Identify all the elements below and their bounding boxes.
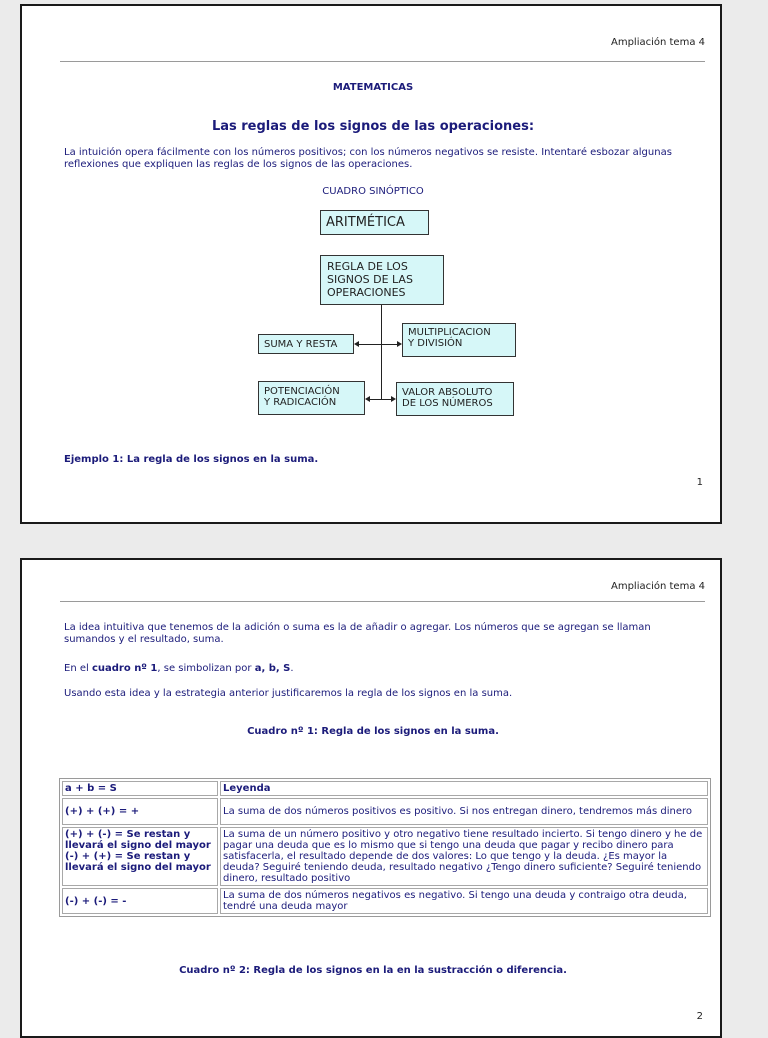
example-heading: Ejemplo 1: La regla de los signos en la suma. [64, 454, 319, 465]
table-cell-legend: La suma de dos números positivos es positivo. Si nos entregan dinero, tendremos más dinero [220, 798, 708, 825]
table-row [62, 888, 708, 914]
table-row [62, 827, 708, 886]
rule-text: (+) + (+) = + [65, 806, 140, 817]
rule-text: (-) + (+) = Se restan y llevará el signo del mayor [65, 851, 211, 873]
table-header-row [62, 781, 708, 796]
diagram-box-label: OPERACIONES [327, 286, 406, 299]
paragraph-text: . [290, 663, 294, 674]
table-row [62, 798, 708, 825]
diagram-box-label: Y RADICACIÓN [264, 397, 337, 408]
diagram-box-multiplication-division [402, 323, 516, 357]
page-number: 1 [696, 477, 703, 488]
diagram-box-label: REGLA DE LOS [327, 260, 408, 273]
header-divider [60, 61, 705, 62]
paragraph-text: En el [64, 663, 92, 674]
table-header-cell: a + b = S [62, 781, 218, 796]
diagram-box-label: ARITMÉTICA [326, 215, 405, 230]
diagram-connector-row2 [370, 399, 391, 400]
diagram-box-label: Y DIVISIÓN [408, 338, 463, 349]
paragraph-symbols [64, 663, 294, 675]
page-header: Ampliación tema 4 [610, 37, 705, 48]
diagram-box-absolute-value [396, 382, 514, 416]
diagram-box-label: POTENCIACIÓN [264, 386, 340, 397]
diagram-box-powers-roots [258, 381, 365, 415]
diagram-connector-row1 [359, 344, 397, 345]
diagram-box-label: SIGNOS DE LAS [327, 273, 413, 286]
table-cell-legend: La suma de un número positivo y otro negativo tiene resultado incierto. Si tengo dinero y he de pagar una deuda que es lo mismo que si tengo una deuda que pagar y recibo dinero para satisfacerla, el resultado depende de dos valores: Lo que tengo y la deuda. ¿Es mayor la deuda? Seguiré teniendo deuda, resultado negativo ¿Tengo dinero suficiente? Seguiré teniendo dinero, resultado positivo [220, 827, 708, 886]
document-page-2 [20, 558, 722, 1038]
paragraph-text: , se simbolizan por [157, 663, 255, 674]
paragraph-strategy: Usando esta idea y la estrategia anterior justificaremos la regla de los signos en la suma. [64, 688, 513, 699]
page-title: Las reglas de los signos de las operaciones: [211, 119, 535, 134]
next-table-title: Cuadro nº 2: Regla de los signos en la en la sustracción o diferencia. [179, 965, 567, 976]
header-divider [60, 601, 705, 602]
diagram-box-label: MULTIPLICACION [408, 327, 491, 338]
page-header: Ampliación tema 4 [610, 581, 705, 592]
paragraph-bold-text: cuadro nº 1 [91, 663, 158, 674]
intro-paragraph: La intuición opera fácilmente con los números positivos; con los números negativos se resiste. Intentaré esbozar algunas reflexiones que expliquen las reglas de los signos de las operaciones. [64, 147, 672, 170]
arrow-right-icon [391, 396, 396, 402]
diagram-box-label: VALOR ABSOLUTO [402, 387, 493, 398]
table-title: Cuadro nº 1: Regla de los signos en la suma. [247, 726, 499, 737]
diagram-box-sum-subtraction [258, 334, 354, 354]
paragraph-addition-idea: La idea intuitiva que tenemos de la adición o suma es la de añadir o agregar. Los números que se agregan se llaman sumandos y el resultado, suma. [64, 622, 651, 645]
rule-text: (-) + (-) = - [65, 895, 127, 907]
table-cell-rule [62, 798, 218, 825]
paragraph-bold-text: a, b, S [254, 663, 291, 674]
arrow-left-icon [365, 396, 370, 402]
synoptic-label: CUADRO SINÓPTICO [322, 186, 424, 197]
subject-heading: MATEMATICAS [332, 82, 414, 93]
page-number: 2 [696, 1011, 703, 1022]
diagram-box-label: DE LOS NÚMEROS [402, 398, 493, 409]
diagram-box-label: SUMA Y RESTA [264, 339, 338, 350]
table-cell-legend: La suma de dos números negativos es negativo. Si tengo una deuda y contraigo otra deuda, tendré una deuda mayor [220, 888, 708, 914]
table-cell-rule [62, 888, 218, 914]
rule-text: (+) + (-) = Se restan y llevará el signo del mayor [65, 829, 211, 851]
sign-rules-table [59, 778, 711, 917]
arrow-left-icon [354, 341, 359, 347]
diagram-connector-vertical [381, 305, 382, 399]
document-page-1 [20, 4, 722, 524]
diagram-box-sign-rules [320, 255, 444, 305]
diagram-box-arithmetic [320, 210, 429, 235]
arrow-right-icon [397, 341, 402, 347]
table-header-cell: Leyenda [220, 781, 708, 796]
table-cell-rule [62, 827, 218, 886]
